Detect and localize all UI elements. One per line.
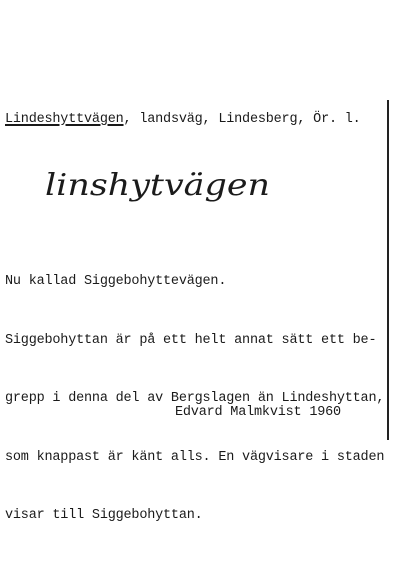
place-description: , landsväg, Lindesberg, Ör. l. — [123, 112, 361, 127]
body-line: som knappast är känt alls. En vägvisare i staden — [5, 449, 385, 465]
handwritten-text: linshytvägen — [45, 168, 270, 203]
signature: Edvard Malmkvist 1960 — [175, 405, 341, 420]
body-line: Nu kallad Siggebohyttevägen. — [5, 274, 227, 289]
card-body — [5, 233, 385, 565]
place-name: Lindeshyttvägen — [5, 112, 124, 127]
margin-rule — [387, 100, 389, 440]
body-line: grepp i denna del av Bergslagen än Lindeshyttan, — [5, 391, 385, 406]
card-header — [5, 112, 361, 127]
handwritten-dialect-form — [45, 155, 275, 210]
body-line: Siggebohyttan är på ett helt annat sätt ett be- — [5, 332, 377, 348]
body-line: visar till Siggebohyttan. — [5, 508, 203, 523]
